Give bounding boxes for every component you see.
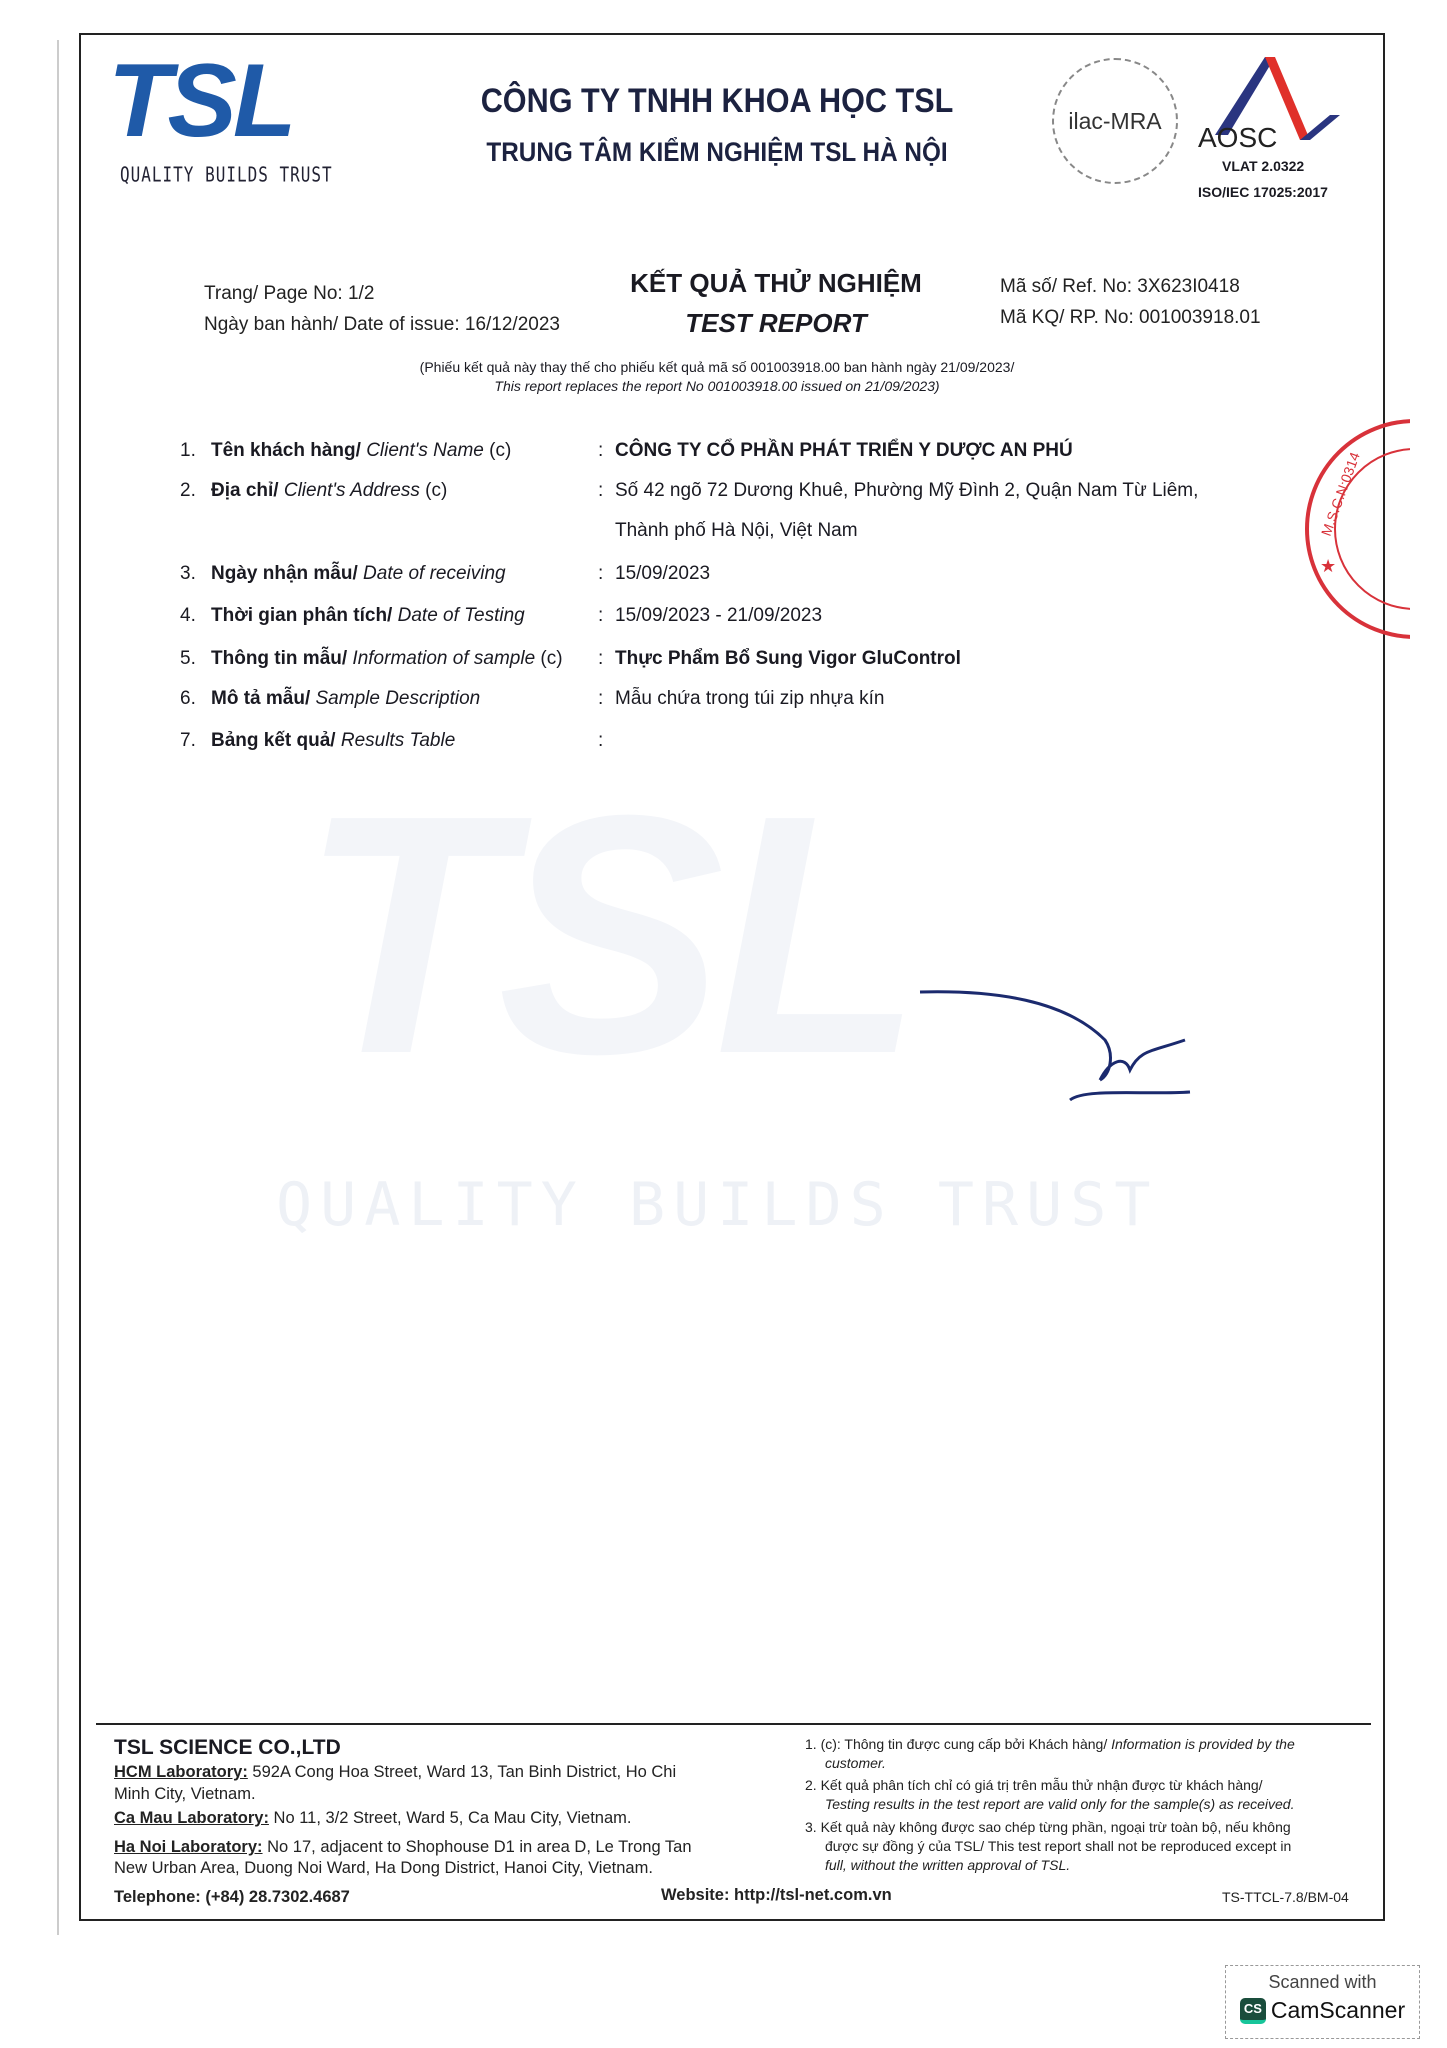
row-label bbox=[211, 730, 455, 752]
row-label bbox=[211, 563, 506, 585]
label-en: Client's Address bbox=[278, 480, 420, 501]
label-c: (c) bbox=[535, 648, 563, 669]
colon: : bbox=[598, 480, 604, 501]
row-label bbox=[211, 688, 480, 710]
camau-address: No 11, 3/2 Street, Ward 5, Ca Mau City, Vietnam. bbox=[268, 1809, 632, 1827]
scanned-with-text: Scanned with bbox=[1268, 1972, 1377, 1992]
footnote-3: 3. Kết quả này không được sao chép từng phần, ngoại trừ toàn bộ, nếu không bbox=[805, 1819, 1291, 1835]
label-en: Date of receiving bbox=[357, 563, 506, 584]
replace-note-en: This report replaces the report No 001003918.00 issued on 21/09/2023) bbox=[494, 378, 940, 394]
svg-text:M.S.C.N:0314: M.S.C.N:0314 bbox=[1317, 449, 1363, 539]
telephone: Telephone: (+84) 28.7302.4687 bbox=[114, 1888, 350, 1906]
row-value: 15/09/2023 bbox=[615, 563, 711, 584]
company-name: CÔNG TY TNHH KHOA HỌC TSL bbox=[480, 82, 954, 120]
label-vi: Thời gian phân tích/ bbox=[211, 605, 393, 626]
row-label bbox=[211, 440, 511, 462]
hanoi-address: No 17, adjacent to Shophouse D1 in area D, Le Trong Tan bbox=[262, 1838, 692, 1856]
footnote-1-cont: customer. bbox=[825, 1755, 886, 1771]
ref-number: Mã số/ Ref. No: 3X623I0418 bbox=[1000, 276, 1240, 297]
row-label bbox=[211, 605, 525, 627]
footnote-1-en: Information is provided by the bbox=[1111, 1736, 1295, 1752]
row-value: CÔNG TY CỔ PHẦN PHÁT TRIỂN Y DƯỢC AN PHÚ bbox=[615, 440, 1073, 461]
row-label bbox=[211, 480, 447, 502]
hanoi-lab bbox=[114, 1838, 692, 1857]
row-number: 5. bbox=[180, 648, 196, 669]
row-value: 15/09/2023 - 21/09/2023 bbox=[615, 605, 823, 626]
hcm-lab-line2: Minh City, Vietnam. bbox=[114, 1785, 256, 1803]
svg-text:★: ★ bbox=[1320, 556, 1337, 576]
row-number: 3. bbox=[180, 563, 196, 584]
report-title-vi: KẾT QUẢ THỬ NGHIỆM bbox=[630, 268, 922, 298]
hanoi-lab-line2: New Urban Area, Duong Noi Ward, Ha Dong District, Hanoi City, Vietnam. bbox=[114, 1859, 653, 1877]
label-vi: Thông tin mẫu/ bbox=[211, 648, 348, 669]
label-c: (c) bbox=[483, 440, 512, 461]
hcm-address: 592A Cong Hoa Street, Ward 13, Tan Binh District, Ho Chi bbox=[247, 1763, 677, 1781]
row-number: 2. bbox=[180, 480, 196, 501]
hanoi-label: Ha Noi Laboratory: bbox=[114, 1838, 263, 1856]
footnote-1 bbox=[805, 1736, 1295, 1752]
colon: : bbox=[598, 440, 604, 461]
row-value: Số 42 ngõ 72 Dương Khuê, Phường Mỹ Đình 2, Quận Nam Từ Liêm, bbox=[615, 480, 1199, 501]
label-vi: Mô tả mẫu/ bbox=[211, 688, 311, 709]
label-vi: Ngày nhận mẫu/ bbox=[211, 563, 358, 584]
ilac-text: ilac-MRA bbox=[1068, 107, 1162, 134]
rp-number: Mã KQ/ RP. No: 001003918.01 bbox=[1000, 307, 1261, 328]
label-en: Date of Testing bbox=[392, 605, 525, 626]
scan-edge-line bbox=[57, 40, 59, 1935]
row-number: 6. bbox=[180, 688, 196, 709]
camscanner-badge bbox=[1225, 1965, 1420, 2039]
footnote-3-end: full, without the written approval of TSL. bbox=[825, 1857, 1071, 1873]
colon: : bbox=[598, 563, 604, 584]
report-title-en: TEST REPORT bbox=[685, 308, 867, 338]
replace-note-vi: (Phiếu kết quả này thay thế cho phiếu kết quả mã số 001003918.00 ban hành ngày 21/09/2023/ bbox=[419, 359, 1015, 375]
row-number: 7. bbox=[180, 730, 196, 751]
hcm-label: HCM Laboratory: bbox=[114, 1763, 248, 1781]
company-stamp-icon bbox=[1300, 412, 1410, 647]
signature-icon bbox=[915, 980, 1195, 1110]
label-vi: Địa chỉ/ bbox=[211, 480, 279, 501]
footer-company: TSL SCIENCE CO.,LTD bbox=[114, 1736, 341, 1759]
camscanner-brand: CamScanner bbox=[1270, 1997, 1406, 2023]
footnote-2: 2. Kết quả phân tích chỉ có giá trị trên mẫu thử nhận được từ khách hàng/ bbox=[805, 1777, 1263, 1793]
ilac-mra-logo bbox=[1052, 58, 1178, 184]
label-vi: Tên khách hàng/ bbox=[211, 440, 361, 461]
watermark-logo: TSL bbox=[300, 745, 913, 1125]
issue-date: Ngày ban hành/ Date of issue: 16/12/2023 bbox=[204, 314, 560, 335]
label-en: Results Table bbox=[335, 730, 456, 751]
label-en: Information of sample bbox=[347, 648, 536, 669]
center-name: TRUNG TÂM KIỂM NGHIỆM TSL HÀ NỘI bbox=[486, 137, 948, 167]
camau-lab bbox=[114, 1809, 631, 1828]
row-label bbox=[211, 648, 563, 670]
row-number: 4. bbox=[180, 605, 196, 626]
label-vi: Bảng kết quả/ bbox=[211, 730, 336, 751]
label-en: Sample Description bbox=[310, 688, 481, 709]
footnote-3-cont: được sự đồng ý của TSL/ This test report shall not be reproduced except in bbox=[825, 1838, 1292, 1854]
website[interactable]: Website: http://tsl-net.com.vn bbox=[661, 1886, 892, 1904]
row-value-line2: Thành phố Hà Nội, Việt Nam bbox=[615, 520, 858, 541]
colon: : bbox=[598, 605, 604, 626]
footnote-1-vi: 1. (c): Thông tin được cung cấp bởi Khách hàng/ bbox=[805, 1736, 1112, 1752]
tsl-logo: TSL bbox=[108, 43, 293, 159]
logo-tagline: QUALITY BUILDS TRUST bbox=[120, 162, 333, 187]
vlat-code: VLAT 2.0322 bbox=[1222, 158, 1305, 174]
row-value: Mẫu chứa trong túi zip nhựa kín bbox=[615, 688, 885, 709]
page-number: Trang/ Page No: 1/2 bbox=[204, 283, 375, 304]
colon: : bbox=[598, 688, 604, 709]
footnote-2-en: Testing results in the test report are valid only for the sample(s) as received. bbox=[825, 1796, 1295, 1812]
colon: : bbox=[598, 648, 604, 669]
camau-label: Ca Mau Laboratory: bbox=[114, 1809, 269, 1827]
camscanner-icon: CS bbox=[1240, 1998, 1266, 2024]
hcm-lab bbox=[114, 1763, 676, 1782]
form-code: TS-TTCL-7.8/BM-04 bbox=[1222, 1889, 1349, 1905]
aosc-text: AOSC bbox=[1198, 122, 1278, 153]
label-en: Client's Name bbox=[360, 440, 484, 461]
colon: : bbox=[598, 730, 604, 751]
row-value: Thực Phẩm Bổ Sung Vigor GluControl bbox=[615, 648, 961, 669]
label-c: (c) bbox=[419, 480, 448, 501]
watermark-text: QUALITY BUILDS TRUST bbox=[276, 1170, 1159, 1240]
footer-divider bbox=[96, 1723, 1371, 1725]
iso-standard: ISO/IEC 17025:2017 bbox=[1198, 184, 1328, 200]
row-number: 1. bbox=[180, 440, 196, 461]
